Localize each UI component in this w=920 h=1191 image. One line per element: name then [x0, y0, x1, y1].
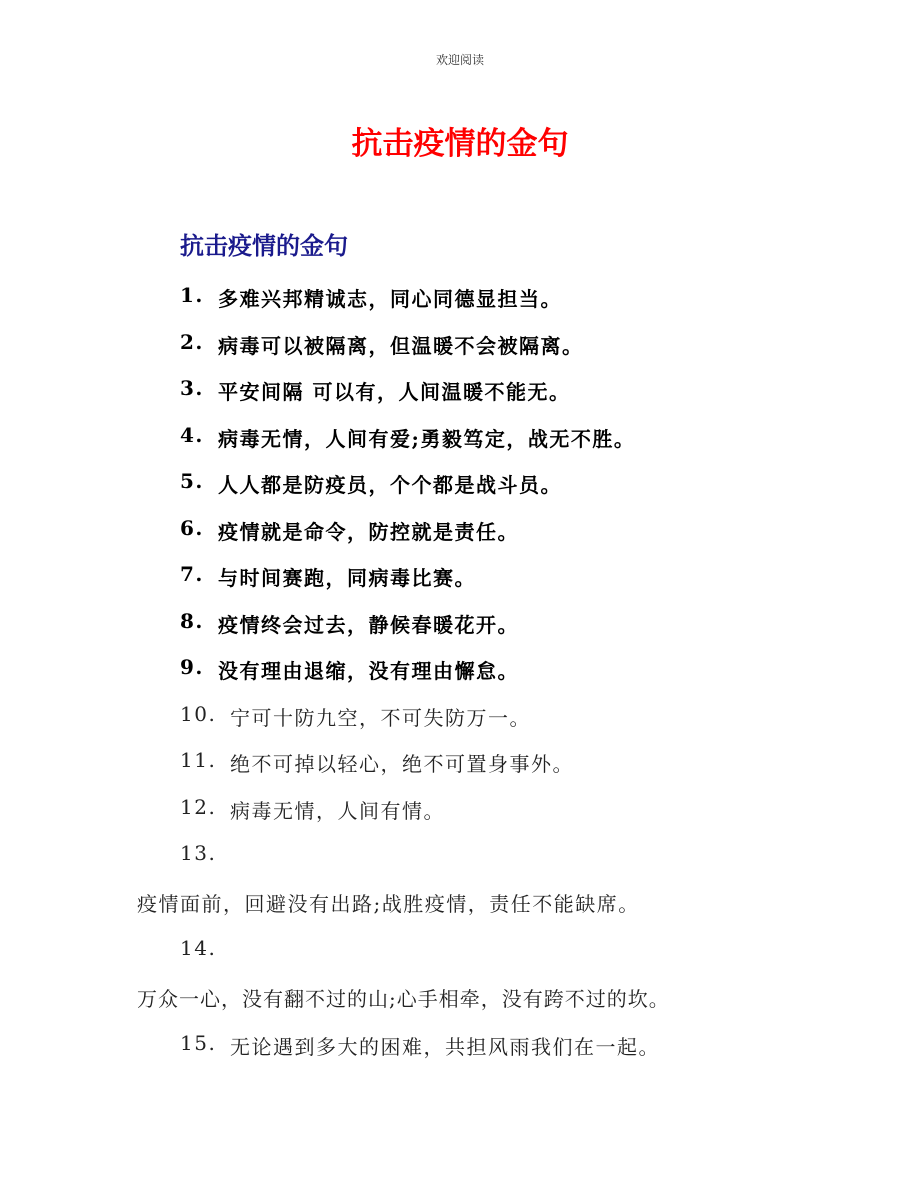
section-heading: 抗击疫情的金句	[180, 232, 348, 260]
item-text: 人人都是防疫员，个个都是战斗员。	[218, 473, 562, 497]
item-text: 病毒无情，人间有情。	[230, 798, 445, 823]
item-number: 4.	[180, 422, 204, 447]
list-item	[0, 469, 920, 516]
list-item	[0, 283, 920, 330]
item-text: 病毒可以被隔离，但温暖不会被隔离。	[218, 333, 584, 358]
item-number: 10.	[180, 701, 217, 726]
item-number: 5.	[180, 469, 204, 493]
list-item	[0, 330, 920, 377]
item-number: 14.	[180, 936, 217, 960]
item-number: 1.	[180, 283, 204, 307]
item-text: 没有理由退缩，没有理由懈怠。	[218, 659, 519, 683]
item-text: 疫情终会过去，静候春暖花开。	[218, 612, 519, 637]
item-number: 13.	[180, 841, 217, 865]
item-text: 病毒无情，人间有爱;勇毅笃定，战无不胜。	[218, 426, 636, 451]
item-number: 15.	[180, 1031, 217, 1055]
item-text: 与时间赛跑，同病毒比赛。	[218, 566, 476, 590]
item-number: 2.	[180, 329, 204, 354]
quote-list	[0, 283, 920, 1078]
item-text: 绝不可掉以轻心，绝不可置身事外。	[230, 752, 574, 776]
page-header: 欢迎阅读	[435, 53, 484, 67]
list-item	[0, 748, 920, 795]
list-item	[0, 702, 920, 749]
item-number: 7.	[180, 562, 204, 586]
item-text: 多难兴邦精诚志，同心同德显担当。	[218, 287, 562, 311]
item-text: 疫情面前，回避没有出路;战胜疫情，责任不能缺席。	[137, 892, 640, 916]
item-number: 8.	[180, 608, 204, 633]
item-text: 平安间隔 可以有，人间温暖不能无。	[218, 380, 571, 404]
list-item	[0, 562, 920, 609]
item-text: 万众一心，没有翻不过的山;心手相牵，没有跨不过的坎。	[137, 987, 670, 1011]
item-number: 12.	[180, 794, 217, 819]
list-item	[0, 841, 920, 936]
list-item	[0, 795, 920, 842]
item-number: 3.	[180, 376, 204, 400]
list-item	[0, 516, 920, 563]
list-item	[0, 423, 920, 470]
list-item	[0, 376, 920, 423]
list-item	[0, 936, 920, 1031]
item-text: 宁可十防九空，不可失防万一。	[230, 705, 531, 730]
item-text: 无论遇到多大的困难，共担风雨我们在一起。	[230, 1035, 660, 1059]
item-text: 疫情就是命令，防控就是责任。	[218, 519, 519, 544]
document-title: 抗击疫情的金句	[351, 126, 569, 162]
item-number: 11.	[180, 748, 217, 772]
list-item	[0, 609, 920, 656]
item-number: 9.	[180, 655, 204, 679]
list-item	[0, 1031, 920, 1078]
list-item	[0, 655, 920, 702]
item-number: 6.	[180, 515, 204, 540]
